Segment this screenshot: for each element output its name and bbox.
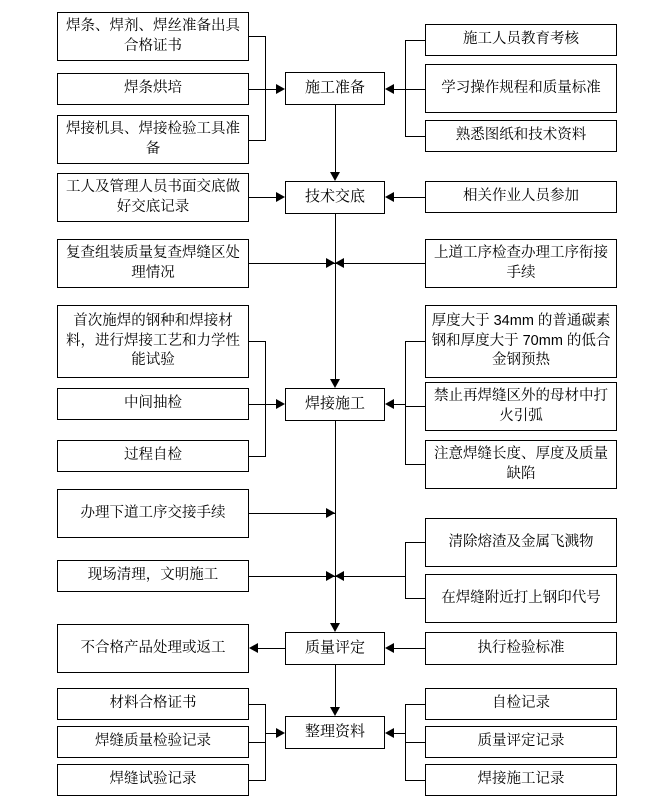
connector-left-group1-stem xyxy=(265,89,276,90)
main-spine-3 xyxy=(335,421,336,628)
connector-left-10b xyxy=(276,648,285,649)
connector-right-5 xyxy=(405,341,425,342)
flow-node-center-3: 质量评定 xyxy=(285,632,385,665)
connector-left-0 xyxy=(249,36,266,37)
flow-node-left-13: 焊缝试验记录 xyxy=(57,764,249,796)
flow-node-right-1: 学习操作规程和质量标准 xyxy=(425,64,617,113)
flow-node-right-5: 厚度大于 34mm 的普通碳素钢和厚度大于 70mm 的低合金钢预热 xyxy=(425,305,617,378)
flow-node-right-9: 在焊缝附近打上钢印代号 xyxy=(425,574,617,623)
connector-left-12 xyxy=(249,742,266,743)
flow-node-right-2: 熟悉图纸和技术资料 xyxy=(425,120,617,152)
connector-left-10 xyxy=(258,648,276,649)
flow-node-right-6: 禁止再焊缝区外的母材中打火引弧 xyxy=(425,382,617,431)
connector-left-group4-spine xyxy=(265,341,266,456)
connector-left-4 xyxy=(249,263,335,264)
flow-node-right-4: 上道工序检查办理工序衔接手续 xyxy=(425,239,617,288)
flow-node-left-0: 焊条、焊剂、焊丝准备出具合格证书 xyxy=(57,12,249,61)
arrowhead-right-group1 xyxy=(385,84,394,94)
connector-right-13 xyxy=(405,780,425,781)
connector-right-group6-stem xyxy=(335,576,405,577)
flow-node-left-3: 工人及管理人员书面交底做好交底记录 xyxy=(57,173,249,222)
arrowhead-left-10 xyxy=(249,643,258,653)
flow-node-left-10: 不合格产品处理或返工 xyxy=(57,624,249,673)
flow-node-right-7: 注意焊缝长度、厚度及质量缺陷 xyxy=(425,440,617,489)
connector-right-11 xyxy=(405,704,425,705)
arrowhead-left-9 xyxy=(326,571,335,581)
flow-node-left-6: 中间抽检 xyxy=(57,388,249,420)
arrowhead-left-group1 xyxy=(276,84,285,94)
connector-right-4 xyxy=(335,263,425,264)
arrowhead-left-group8 xyxy=(276,728,285,738)
connector-left-5 xyxy=(249,341,266,342)
arrowhead-left-group4 xyxy=(276,399,285,409)
flow-node-left-5: 首次施焊的钢种和焊接材料，进行焊接工艺和力学性能试验 xyxy=(57,305,249,378)
flow-node-center-2: 焊接施工 xyxy=(285,388,385,421)
connector-left-13 xyxy=(249,780,266,781)
arrowhead-main-4 xyxy=(330,707,340,716)
connector-right-3 xyxy=(394,197,425,198)
connector-left-11 xyxy=(249,704,266,705)
connector-left-group8-stem xyxy=(265,733,276,734)
main-spine-4 xyxy=(335,665,336,712)
arrowhead-right-group8 xyxy=(385,728,394,738)
flow-node-left-1: 焊条烘培 xyxy=(57,73,249,105)
main-spine-2 xyxy=(335,214,336,384)
connector-left-9 xyxy=(249,576,335,577)
connector-right-8 xyxy=(405,542,425,543)
connector-left-3 xyxy=(249,197,276,198)
connector-right-0 xyxy=(405,40,425,41)
flow-node-right-12: 质量评定记录 xyxy=(425,726,617,758)
flow-node-left-9: 现场清理，文明施工 xyxy=(57,560,249,592)
flow-node-left-11: 材料合格证书 xyxy=(57,688,249,720)
connector-right-2 xyxy=(405,136,425,137)
arrowhead-left-4 xyxy=(326,258,335,268)
connector-right-9 xyxy=(405,598,425,599)
connector-right-group4-stem xyxy=(394,404,405,405)
connector-left-8 xyxy=(249,513,335,514)
arrowhead-right-10 xyxy=(385,643,394,653)
connector-right-1 xyxy=(405,89,425,90)
connector-right-group1-spine xyxy=(405,40,406,136)
flow-node-right-10: 执行检验标准 xyxy=(425,632,617,665)
flow-node-right-3: 相关作业人员参加 xyxy=(425,181,617,213)
connector-right-group6-spine xyxy=(405,542,406,598)
connector-left-1 xyxy=(249,89,266,90)
arrowhead-main-3 xyxy=(330,623,340,632)
arrowhead-right-4 xyxy=(335,258,344,268)
connector-right-10 xyxy=(394,648,425,649)
connector-right-7 xyxy=(405,464,425,465)
main-spine-1 xyxy=(335,105,336,176)
connector-left-group4-stem xyxy=(265,404,276,405)
connector-left-7 xyxy=(249,456,266,457)
connector-left-6 xyxy=(249,404,266,405)
flow-node-right-11: 自检记录 xyxy=(425,688,617,720)
flow-node-right-8: 清除熔渣及金属飞溅物 xyxy=(425,518,617,567)
connector-right-group8-stem xyxy=(394,733,405,734)
flow-node-right-13: 焊接施工记录 xyxy=(425,764,617,796)
arrowhead-main-1 xyxy=(330,172,340,181)
arrowhead-right-group4 xyxy=(385,399,394,409)
flow-node-left-12: 焊缝质量检验记录 xyxy=(57,726,249,758)
connector-right-group1-stem xyxy=(394,89,405,90)
connector-right-12 xyxy=(405,742,425,743)
flow-node-right-0: 施工人员教育考核 xyxy=(425,24,617,56)
arrowhead-right-group6 xyxy=(335,571,344,581)
flow-node-left-7: 过程自检 xyxy=(57,440,249,472)
flow-node-left-4: 复查组装质量复查焊缝区处理情况 xyxy=(57,239,249,288)
flow-node-center-0: 施工准备 xyxy=(285,72,385,105)
connector-left-group1-spine xyxy=(265,36,266,140)
connector-right-group4-spine xyxy=(405,341,406,464)
arrowhead-left-3 xyxy=(276,192,285,202)
connector-left-2 xyxy=(249,140,266,141)
arrowhead-main-2 xyxy=(330,379,340,388)
flow-node-center-1: 技术交底 xyxy=(285,181,385,214)
flow-node-left-8: 办理下道工序交接手续 xyxy=(57,489,249,538)
arrowhead-left-8 xyxy=(326,508,335,518)
flow-node-center-4: 整理资料 xyxy=(285,716,385,749)
arrowhead-right-3 xyxy=(385,192,394,202)
flow-node-left-2: 焊接机具、焊接检验工具准备 xyxy=(57,115,249,164)
connector-right-6 xyxy=(405,406,425,407)
